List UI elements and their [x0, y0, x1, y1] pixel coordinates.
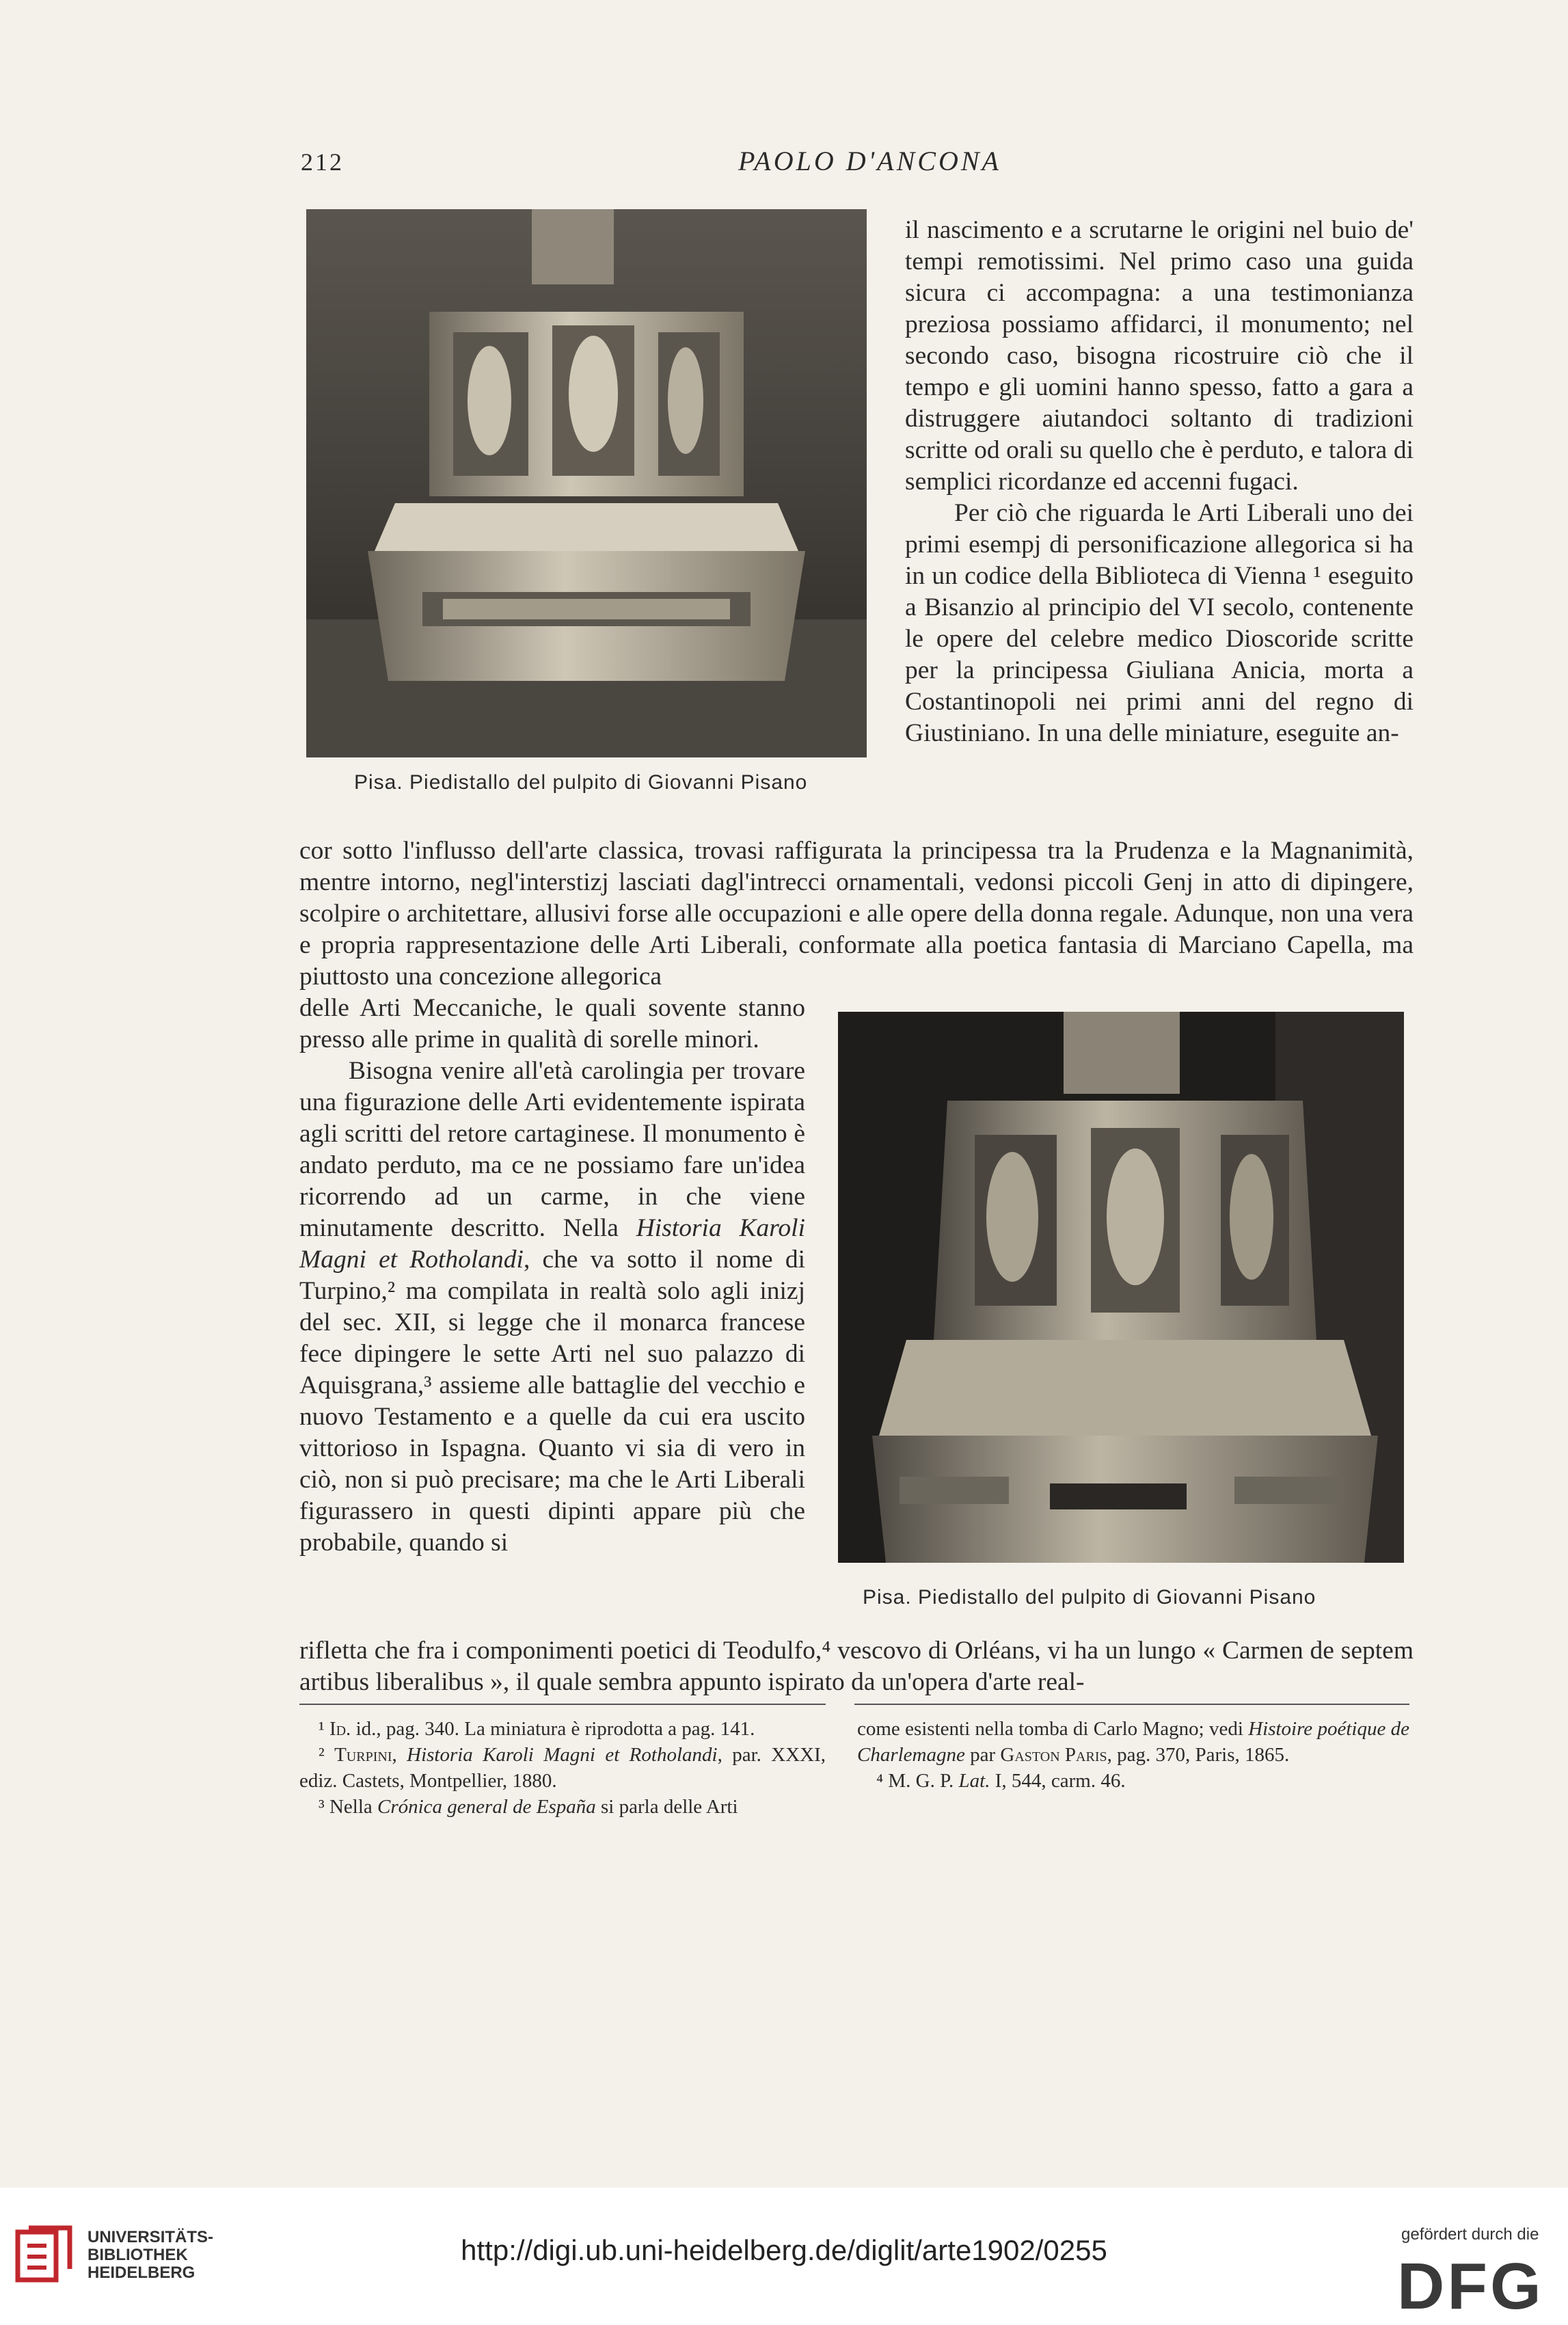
- text-run: I, 544, carm. 46.: [990, 1770, 1126, 1792]
- figure-2-photo: [838, 1012, 1404, 1563]
- footnote-2: [299, 1742, 826, 1794]
- paragraph: [299, 1056, 805, 1559]
- italic-title: Crónica general de España: [377, 1796, 596, 1818]
- text-run: , pag. 370, Paris, 1865.: [1107, 1744, 1290, 1766]
- text-run: ³ Nella: [319, 1796, 377, 1818]
- footnotes-right: [857, 1716, 1409, 1794]
- right-column-top: [905, 215, 1414, 749]
- page-number: 212: [301, 148, 344, 176]
- dfg-logo[interactable]: DFG: [1397, 2250, 1544, 2323]
- full-width-paragraph: cor sotto l'influsso dell'arte classica, trovasi raffigurata la principessa tra la Prudenza e la Magnanimità, mentre intorno, negl'interstizj lasciati dagl'intrecci ornamentali, vedonsi piccoli Genj in atto di dipingere, scolpire o architettare, allusivi forse alle occupazioni e alle opere della donna regale. Adunque, non una vera e propria rappresentazione delle Arti Liberali, conformate alla poetica fantasia di Marciano Capella, ma piuttosto una concezione allegorica: [299, 837, 1414, 991]
- sponsor-label: gefördert durch die: [1401, 2225, 1539, 2244]
- footnotes-left: [299, 1716, 826, 1820]
- text-run: ¹: [319, 1718, 329, 1740]
- left-column: [299, 993, 805, 1559]
- text-run: id., pag. 340. La miniatura è riprodotta a pag. 141.: [351, 1718, 755, 1740]
- text-run: come esistenti nella tomba di Carlo Magno; vedi: [857, 1718, 1249, 1740]
- italic-title: Historia Karoli Magni et Rotholandi: [299, 1214, 805, 1274]
- text-run: Gaston Paris: [1000, 1744, 1107, 1766]
- italic-title: Lat.: [958, 1770, 990, 1792]
- figure-1-caption: Pisa. Piedistallo del pulpito di Giovanni Pisano: [354, 771, 808, 794]
- running-title: PAOLO D'ANCONA: [738, 146, 1001, 176]
- text-run: Bisogna venire all'età carolingia per trovare una figurazione delle Arti evidentemente ispirata agli scritti del retore cartaginese. Il monumento è andato perduto, ma ce ne possiamo fare un'idea ricorrendo ad un carme, in che viene minutamente descritto. Nella: [299, 1057, 805, 1242]
- permalink-url[interactable]: http://digi.ub.uni-heidelberg.de/diglit/arte1902/0255: [461, 2234, 1107, 2266]
- footnote-rule-left: [299, 1704, 826, 1705]
- paragraph: il nascimento e a scrutarne le origini nel buio de' tempi remotissimi. Nel primo caso una guida sicura ci accompagna: a una testimonianza preziosa possiamo affidarci, il monumento; nel secondo caso, bisogna ricostruire ciò che il tempo e gli uomini hanno spesso, fatto a gara a distruggere aiutandoci soltanto di tradizioni scritte od orali su quello che è perduto, e talora di semplici ricordanze ed accenni fugaci.: [905, 216, 1414, 496]
- footnote-1: [299, 1716, 826, 1742]
- text-run: si parla delle Arti: [595, 1796, 738, 1818]
- figure-2-caption: Pisa. Piedistallo del pulpito di Giovanni Pisano: [863, 1586, 1316, 1609]
- full-width-bottom: rifletta che fra i componimenti poetici di Teodulfo,⁴ vescovo di Orléans, vi ha un lungo « Carmen de septem artibus liberalibus », il quale sembra appunto ispirato da un'opera d'arte real-: [299, 1637, 1414, 1696]
- text-run: , par. XXXI, ediz. Castets, Montpellier, 1880.: [299, 1744, 826, 1792]
- text-run: Id.: [329, 1718, 351, 1740]
- library-line: BIBLIOTHEK: [87, 2246, 188, 2264]
- italic-title: Historia Karoli Magni et Rotholandi: [407, 1744, 718, 1766]
- text-run: Turpini: [334, 1744, 392, 1766]
- figure-1-photo: [306, 209, 867, 757]
- footnote-rule-right: [854, 1704, 1409, 1705]
- text-run: par: [964, 1744, 1001, 1766]
- italic-title: Histoire poétique de Charlemagne: [857, 1718, 1409, 1766]
- text-run: ⁴ M. G. P.: [876, 1770, 959, 1792]
- footnote-3-continued: [857, 1716, 1409, 1768]
- text-run: , che va sotto il nome di Turpino,² ma compilata in realtà solo agli inizj del sec. XII, si legge che il monarca francese fece dipingere le sette Arti nel suo palazzo di Aquisgrana,³ assieme alle battaglie del vecchio e nuovo Testamento e a quelle da cui era uscito vittorioso in Ispagna. Quanto vi sia di vero in ciò, non si può precisare; ma che le Arti Liberali figurassero in questi dipinti appare più che probabile, quando si: [299, 1246, 805, 1557]
- paragraph: delle Arti Meccaniche, le quali sovente stanno presso alle prime in qualità di sorelle minori.: [299, 994, 805, 1053]
- footnote-4: [857, 1768, 1409, 1794]
- text-run: ²: [319, 1744, 335, 1766]
- text-run: ,: [392, 1744, 407, 1766]
- library-line: UNIVERSITÄTS-: [87, 2228, 214, 2246]
- library-line: HEIDELBERG: [87, 2263, 195, 2282]
- paragraph: Per ciò che riguarda le Arti Liberali uno dei primi esempj di personificazione allegorica si ha in un codice della Biblioteca di Vienna ¹ eseguito a Bisanzio al principio del VI secolo, contenente le opere del celebre medico Dioscoride scritte per la principessa Giuliana Anicia, morta a Costantinopoli nei primi anni del regno di Giustiniano. In una delle miniature, eseguite an-: [905, 499, 1414, 747]
- footnote-3: [299, 1794, 826, 1820]
